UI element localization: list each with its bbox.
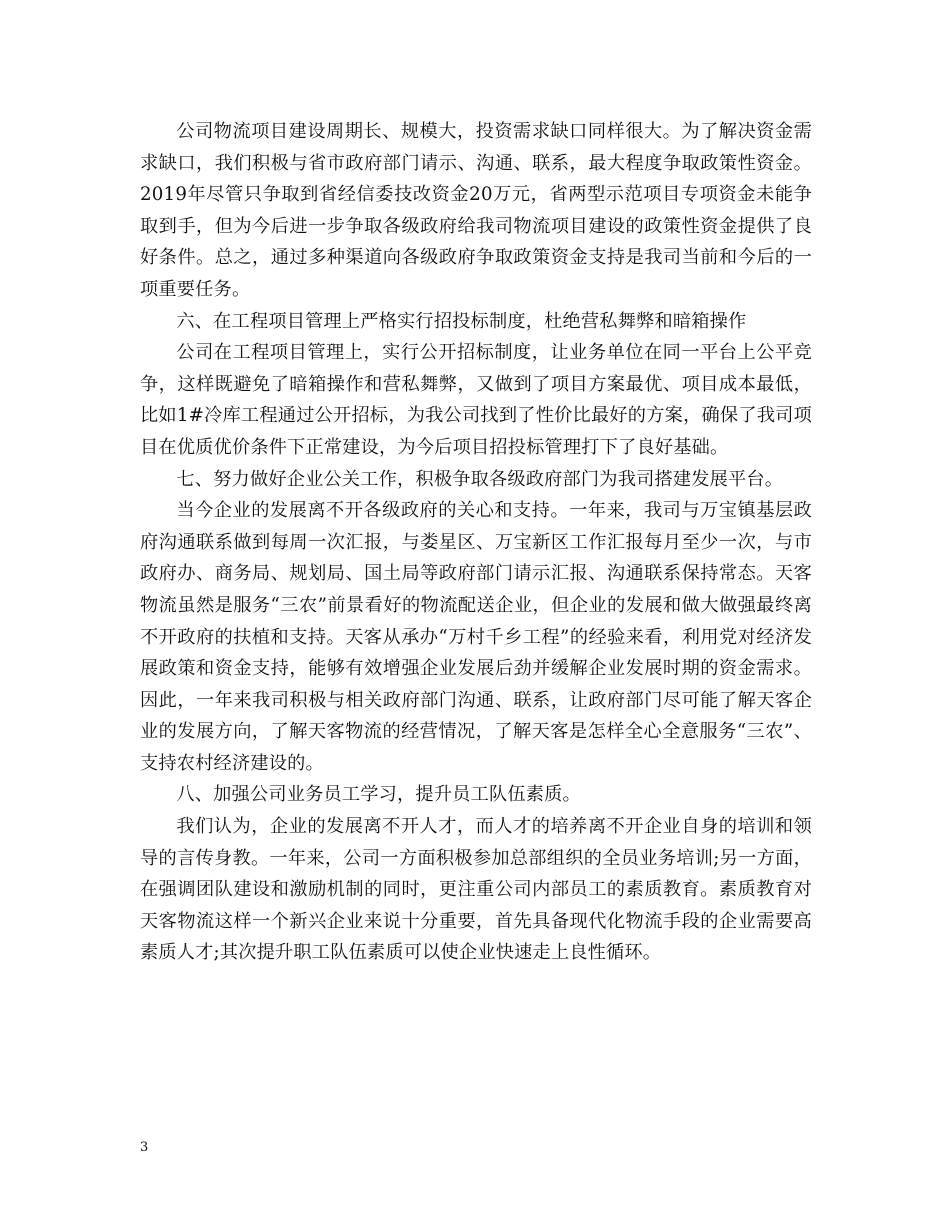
heading-section-eight: 八、加强公司业务员工学习，提升员工队伍素质。: [176, 784, 581, 806]
paragraph-bidding: 公司在工程项目管理上，实行公开招标制度，让业务单位在同一平台上公平竞争，这样既避免了暗箱操作和营私舞弊，又做到了项目方案最优、项目成本最低，比如1#冷库工程通过公开招标，为我公司找到了性价比最好的方案，确保了我司项目在优质优价条件下正常建设，为今后项目招投标管理打下了良好基础。: [140, 342, 812, 458]
document-body: [140, 116, 812, 969]
heading-section-six: 六、在工程项目管理上严格实行招投标制度，杜绝营私舞弊和暗箱操作: [176, 310, 747, 332]
paragraph-staff-training: 我们认为，企业的发展离不开人才，而人才的培养离不开企业自身的培训和领导的言传身教。一年来，公司一方面积极参加总部组织的全员业务培训;另一方面，在强调团队建设和激励机制的同时，更注重公司内部员工的素质教育。素质教育对天客物流这样一个新兴企业来说十分重要，首先具备现代化物流手段的企业需要高素质人才;其次提升职工队伍素质可以使企业快速走上良性循环。: [140, 816, 812, 964]
page-number: 3: [140, 1140, 149, 1155]
heading-section-seven: 七、努力做好企业公关工作，积极争取各级政府部门为我司搭建发展平台。: [176, 468, 784, 490]
paragraph-government-relations: 当今企业的发展离不开各级政府的关心和支持。一年来，我司与万宝镇基层政府沟通联系做到每周一次汇报，与娄星区、万宝新区工作汇报每月至少一次，与市政府办、商务局、规划局、国土局等政府部门请示汇报、沟通联系保持常态。天客物流虽然是服务“三农”前景看好的物流配送企业，但企业的发展和做大做强最终离不开政府的扶植和支持。天客从承办“万村千乡工程”的经验来看，利用党对经济发展政策和资金支持，能够有效增强企业发展后劲并缓解企业发展时期的资金需求。因此，一年来我司积极与相关政府部门沟通、联系，让政府部门尽可能了解天客企业的发展方向，了解天客物流的经营情况，了解天客是怎样全心全意服务“三农”、支持农村经济建设的。: [140, 500, 812, 774]
paragraph-funding: 公司物流项目建设周期长、规模大，投资需求缺口同样很大。为了解决资金需求缺口，我们积极与省市政府部门请示、沟通、联系，最大程度争取政策性资金。2019年尽管只争取到省经信委技改资金20万元，省两型示范项目专项资金未能争取到手，但为今后进一步争取各级政府给我司物流项目建设的政策性资金提供了良好条件。总之，通过多种渠道向各级政府争取政策资金支持是我司当前和今后的一项重要任务。: [140, 121, 812, 300]
